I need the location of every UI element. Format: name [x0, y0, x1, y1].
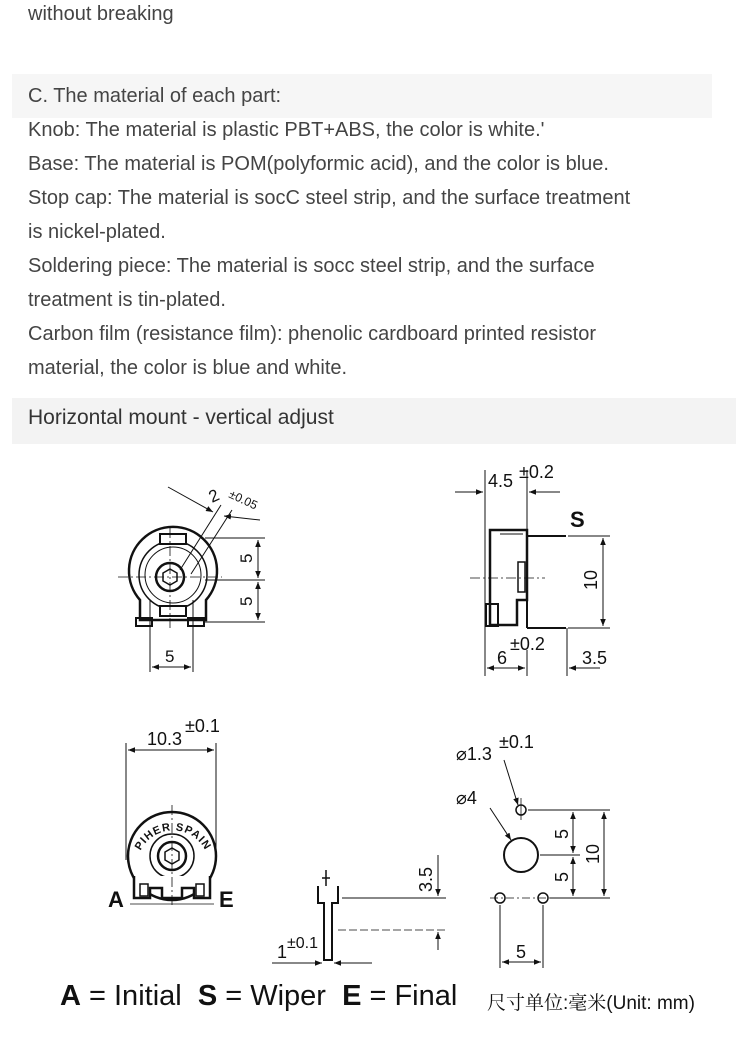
- dim-10-side: 10: [581, 569, 601, 590]
- dim-10-pcb: 10: [583, 843, 603, 864]
- dim-5-pcb-bottom: 5: [516, 942, 527, 962]
- material-line-2: Base: The material is POM(polyformic acid), and the color is blue.: [28, 153, 609, 175]
- dim-5-pcb-upper: 5: [552, 828, 572, 839]
- legend-value-e: = Final: [361, 980, 458, 1012]
- material-line-4: is nickel-plated.: [28, 221, 166, 243]
- legend-value-s: = Wiper: [217, 980, 326, 1012]
- section-header-title: Horizontal mount - vertical adjust: [28, 406, 334, 429]
- terminal-label-e: E: [219, 887, 234, 912]
- dim-6-tolerance: ±0.2: [510, 634, 545, 654]
- dim-10-3-tolerance: ±0.1: [185, 716, 220, 736]
- dim-5-upper: 5: [237, 553, 256, 563]
- material-line-8: material, the color is blue and white.: [28, 357, 348, 379]
- material-line-5: Soldering piece: The material is socc steel strip, and the surface: [28, 255, 595, 277]
- material-line-7: Carbon film (resistance film): phenolic cardboard printed resistor: [28, 323, 597, 345]
- material-line-3: Stop cap: The material is socC steel strip, and the surface treatment: [28, 187, 631, 209]
- legend-value-a: = Initial: [80, 980, 182, 1012]
- wiper-label-s: S: [570, 507, 585, 532]
- brand-arc-text: PIHER SPAIN: [132, 821, 214, 853]
- dim-4-5-tolerance: ±0.2: [519, 462, 554, 482]
- material-line-1: Knob: The material is plastic PBT+ABS, the color is white.': [28, 119, 545, 141]
- front-view-top: [118, 487, 265, 672]
- dim-5-bottom: 5: [165, 647, 175, 666]
- unit-note: 尺寸单位:毫米(Unit: mm): [487, 993, 695, 1014]
- dim-5-lower: 5: [237, 596, 256, 606]
- dim-6-label: 6: [497, 648, 508, 668]
- knob-view: [126, 743, 216, 906]
- dim-3-5-pin: 3.5: [416, 866, 436, 892]
- dim-hole-4: ⌀4: [456, 788, 477, 808]
- dim-hole-1-3-tolerance: ±0.1: [499, 732, 534, 752]
- legend-key-s: S: [197, 980, 218, 1012]
- dim-2-label: 2: [205, 485, 223, 507]
- dim-5-pcb-lower: 5: [552, 871, 572, 882]
- previous-text-line: without breaking: [28, 3, 174, 25]
- legend-key-e: E: [342, 980, 362, 1012]
- material-line-6: treatment is tin-plated.: [28, 289, 226, 311]
- dim-10-3-label: 10.3: [147, 729, 183, 749]
- terminal-label-a: A: [108, 887, 124, 912]
- dim-hole-1-3: ⌀1.3: [456, 744, 492, 764]
- dim-1-label: 1: [277, 942, 288, 962]
- dim-2-tolerance: ±0.05: [226, 487, 260, 513]
- terminal-legend: [60, 980, 457, 1013]
- section-c-title: C. The material of each part:: [28, 85, 282, 107]
- dim-1-tolerance: ±0.1: [287, 935, 319, 952]
- dim-4-5-label: 4.5: [488, 471, 514, 491]
- legend-key-a: A: [60, 980, 81, 1012]
- dim-3-5-right: 3.5: [582, 648, 608, 668]
